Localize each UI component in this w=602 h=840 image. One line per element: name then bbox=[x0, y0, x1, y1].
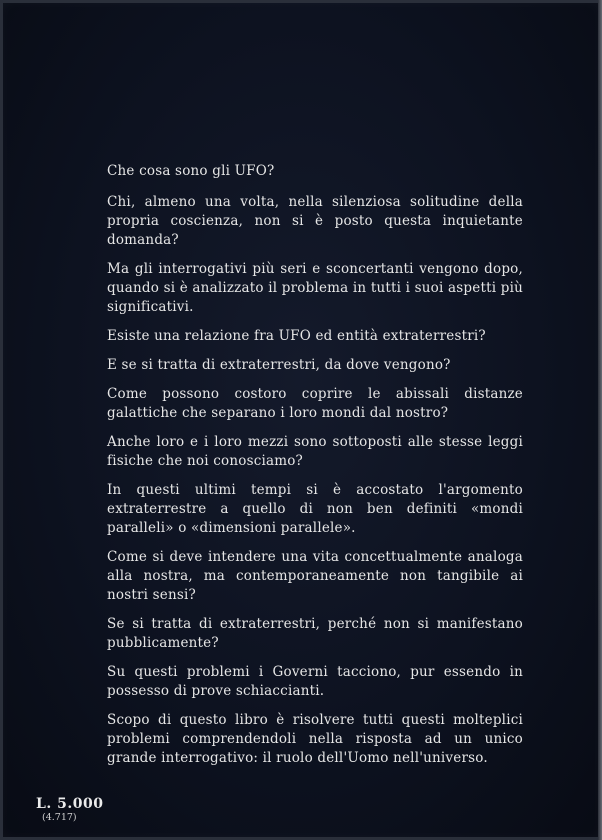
price: L. 5.000 bbox=[36, 796, 104, 812]
paragraph-7: Anche loro e i loro mezzi sono sottoposti alle stesse leggi fisiche che noi conosciamo? bbox=[107, 434, 523, 469]
paragraph-9: Come si deve intendere una vita concettualmente analoga alla nostra, ma contemporaneamente non tangibile ai nostri sensi? bbox=[107, 549, 523, 603]
price-code: (4.717) bbox=[42, 812, 77, 823]
paragraph-10: Se si tratta di extraterrestri, perché non si manifestano pubblicamente? bbox=[107, 616, 523, 651]
paragraph-4: Esiste una relazione fra UFO ed entità extraterrestri? bbox=[107, 328, 486, 344]
paragraph-12: Scopo di questo libro è risolvere tutti questi molteplici problemi comprendendoli nella risposta ad un unico grande interrogativo: il ruolo dell'Uomo nell'universo. bbox=[107, 712, 523, 766]
paragraph-2: Chi, almeno una volta, nella silenziosa solitudine della propria coscienza, non si è posto questa inquietante domanda? bbox=[107, 194, 523, 248]
paragraph-1: Che cosa sono gli UFO? bbox=[107, 163, 275, 179]
blurb-text bbox=[107, 162, 523, 778]
paragraph-8: In questi ultimi tempi si è accostato l'argomento extraterrestre a quello di non ben definiti «mondi paralleli» o «dimensioni parallele». bbox=[107, 482, 523, 536]
paragraph-6: Come possono costoro coprire le abissali distanze galattiche che separano i loro mondi dal nostro? bbox=[107, 386, 523, 421]
paragraph-3: Ma gli interrogativi più seri e sconcertanti vengono dopo, quando si è analizzato il problema in tutti i suoi aspetti più significativi. bbox=[107, 261, 523, 315]
price-block bbox=[36, 796, 103, 824]
paragraph-5: E se si tratta di extraterrestri, da dove vengono? bbox=[107, 357, 451, 373]
paragraph-11: Su questi problemi i Governi tacciono, pur essendo in possesso di prove schiaccianti. bbox=[107, 664, 523, 699]
